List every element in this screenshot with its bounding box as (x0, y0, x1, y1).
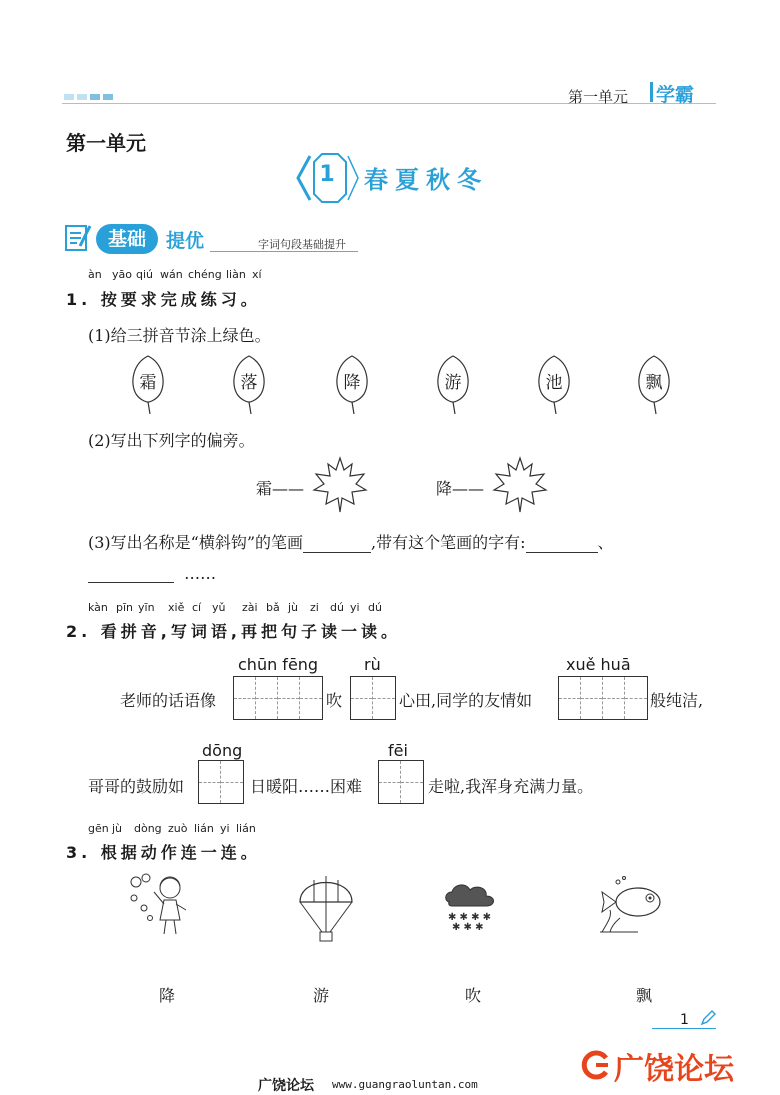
tianzige-chunfeng[interactable] (233, 676, 323, 720)
footer-url[interactable]: www.guangraoluntan.com (332, 1078, 478, 1091)
forum-logo-icon (578, 1048, 612, 1082)
pinyin-fei: fēi (388, 741, 408, 760)
girl-blowing-bubbles-icon (126, 870, 196, 940)
sentence-fragment: 般纯洁, (650, 691, 704, 710)
leaf-char-3: 降 (343, 373, 361, 393)
fish-icon (598, 876, 670, 936)
action-label-1: 降 (158, 986, 175, 1005)
sentence-fragment: 走啦,我浑身充满力量。 (428, 777, 594, 796)
q3-heading: 3. 根据动作连一连。 (66, 843, 261, 862)
lesson-title: 春夏秋冬 (364, 166, 488, 194)
header-brand: 学霸 (656, 84, 695, 106)
maple-leaf-icon (312, 456, 368, 514)
svg-text:✱ ✱ ✱ ✱: ✱ ✱ ✱ ✱ (448, 912, 492, 923)
section-badge: 基础 (96, 224, 158, 254)
answer-blank[interactable] (303, 537, 371, 553)
leaf-char-6: 飘 (645, 373, 663, 393)
action-label-4: 飘 (635, 986, 652, 1005)
section-subtitle: 字词句段基础提升 (258, 238, 346, 251)
snow-cloud-icon (442, 880, 498, 936)
q1-part3-instruction: (3)写出名称是“横斜钩”的笔画 ,带有这个笔画的字有: 、 (88, 533, 614, 552)
parachute-icon (296, 872, 356, 944)
svg-text:✱ ✱ ✱: ✱ ✱ ✱ (452, 922, 484, 933)
leaf-char-1: 霜 (139, 373, 157, 393)
q3-pinyin: gēn jù dòng zuò lián yi lián (88, 822, 256, 835)
header-brand-bar (650, 82, 653, 102)
forum-logo-text: 广饶论坛 (614, 1052, 734, 1087)
header-decoration (64, 94, 113, 100)
pinyin-chunfeng: chūn fēng (238, 655, 319, 674)
footer-site-name: 广饶论坛 (258, 1078, 314, 1094)
q1-part3-continuation: …… (88, 564, 216, 583)
pinyin-xuehua: xuě huā (566, 655, 631, 674)
page-number-rule (652, 1028, 716, 1029)
sentence-fragment: 哥哥的鼓励如 (88, 777, 185, 796)
action-label-3: 吹 (464, 986, 481, 1005)
tianzige-dong[interactable] (198, 760, 244, 804)
unit-title: 第一单元 (66, 131, 146, 155)
radical-item-2: 降—— (436, 479, 485, 498)
tianzige-ru[interactable] (350, 676, 396, 720)
q1-part2-instruction: (2)写出下列字的偏旁。 (88, 431, 255, 450)
sentence-fragment: 日暖阳……困难 (250, 777, 363, 796)
sentence-fragment: 吹 (326, 691, 343, 710)
pencil-icon (700, 1010, 716, 1026)
sentence-fragment: 老师的话语像 (120, 691, 217, 710)
answer-blank[interactable] (88, 567, 174, 583)
tianzige-xuehua[interactable] (558, 676, 648, 720)
leaf-char-2: 落 (240, 373, 258, 393)
lesson-number: 1 (319, 162, 335, 187)
pinyin-dong: dōng (202, 741, 243, 760)
q1-pinyin: àn yāo qiú wán chéng liàn xí (88, 268, 262, 281)
maple-leaf-icon (492, 456, 548, 514)
tianzige-fei[interactable] (378, 760, 424, 804)
section-title: 提优 (166, 230, 205, 252)
sentence-fragment: 心田,同学的友情如 (399, 691, 533, 710)
q2-pinyin: kàn pīn yīn xiě cí yǔ zài bǎ jù zi dú yi dú (88, 601, 382, 614)
leaf-char-5: 池 (545, 373, 563, 393)
q1-part1-instruction: (1)给三拼音节涂上绿色。 (88, 326, 271, 345)
header-unit-label: 第一单元 (568, 88, 629, 106)
leaf-char-4: 游 (444, 373, 462, 393)
radical-item-1: 霜—— (256, 479, 305, 498)
notebook-pencil-icon (64, 222, 94, 254)
q1-heading: 1. 按要求完成练习。 (66, 290, 261, 309)
page-number: 1 (680, 1012, 689, 1028)
pinyin-ru: rù (364, 655, 381, 674)
answer-blank[interactable] (526, 537, 598, 553)
action-label-2: 游 (312, 986, 329, 1005)
q2-heading: 2. 看拼音,写词语,再把句子读一读。 (66, 622, 401, 641)
